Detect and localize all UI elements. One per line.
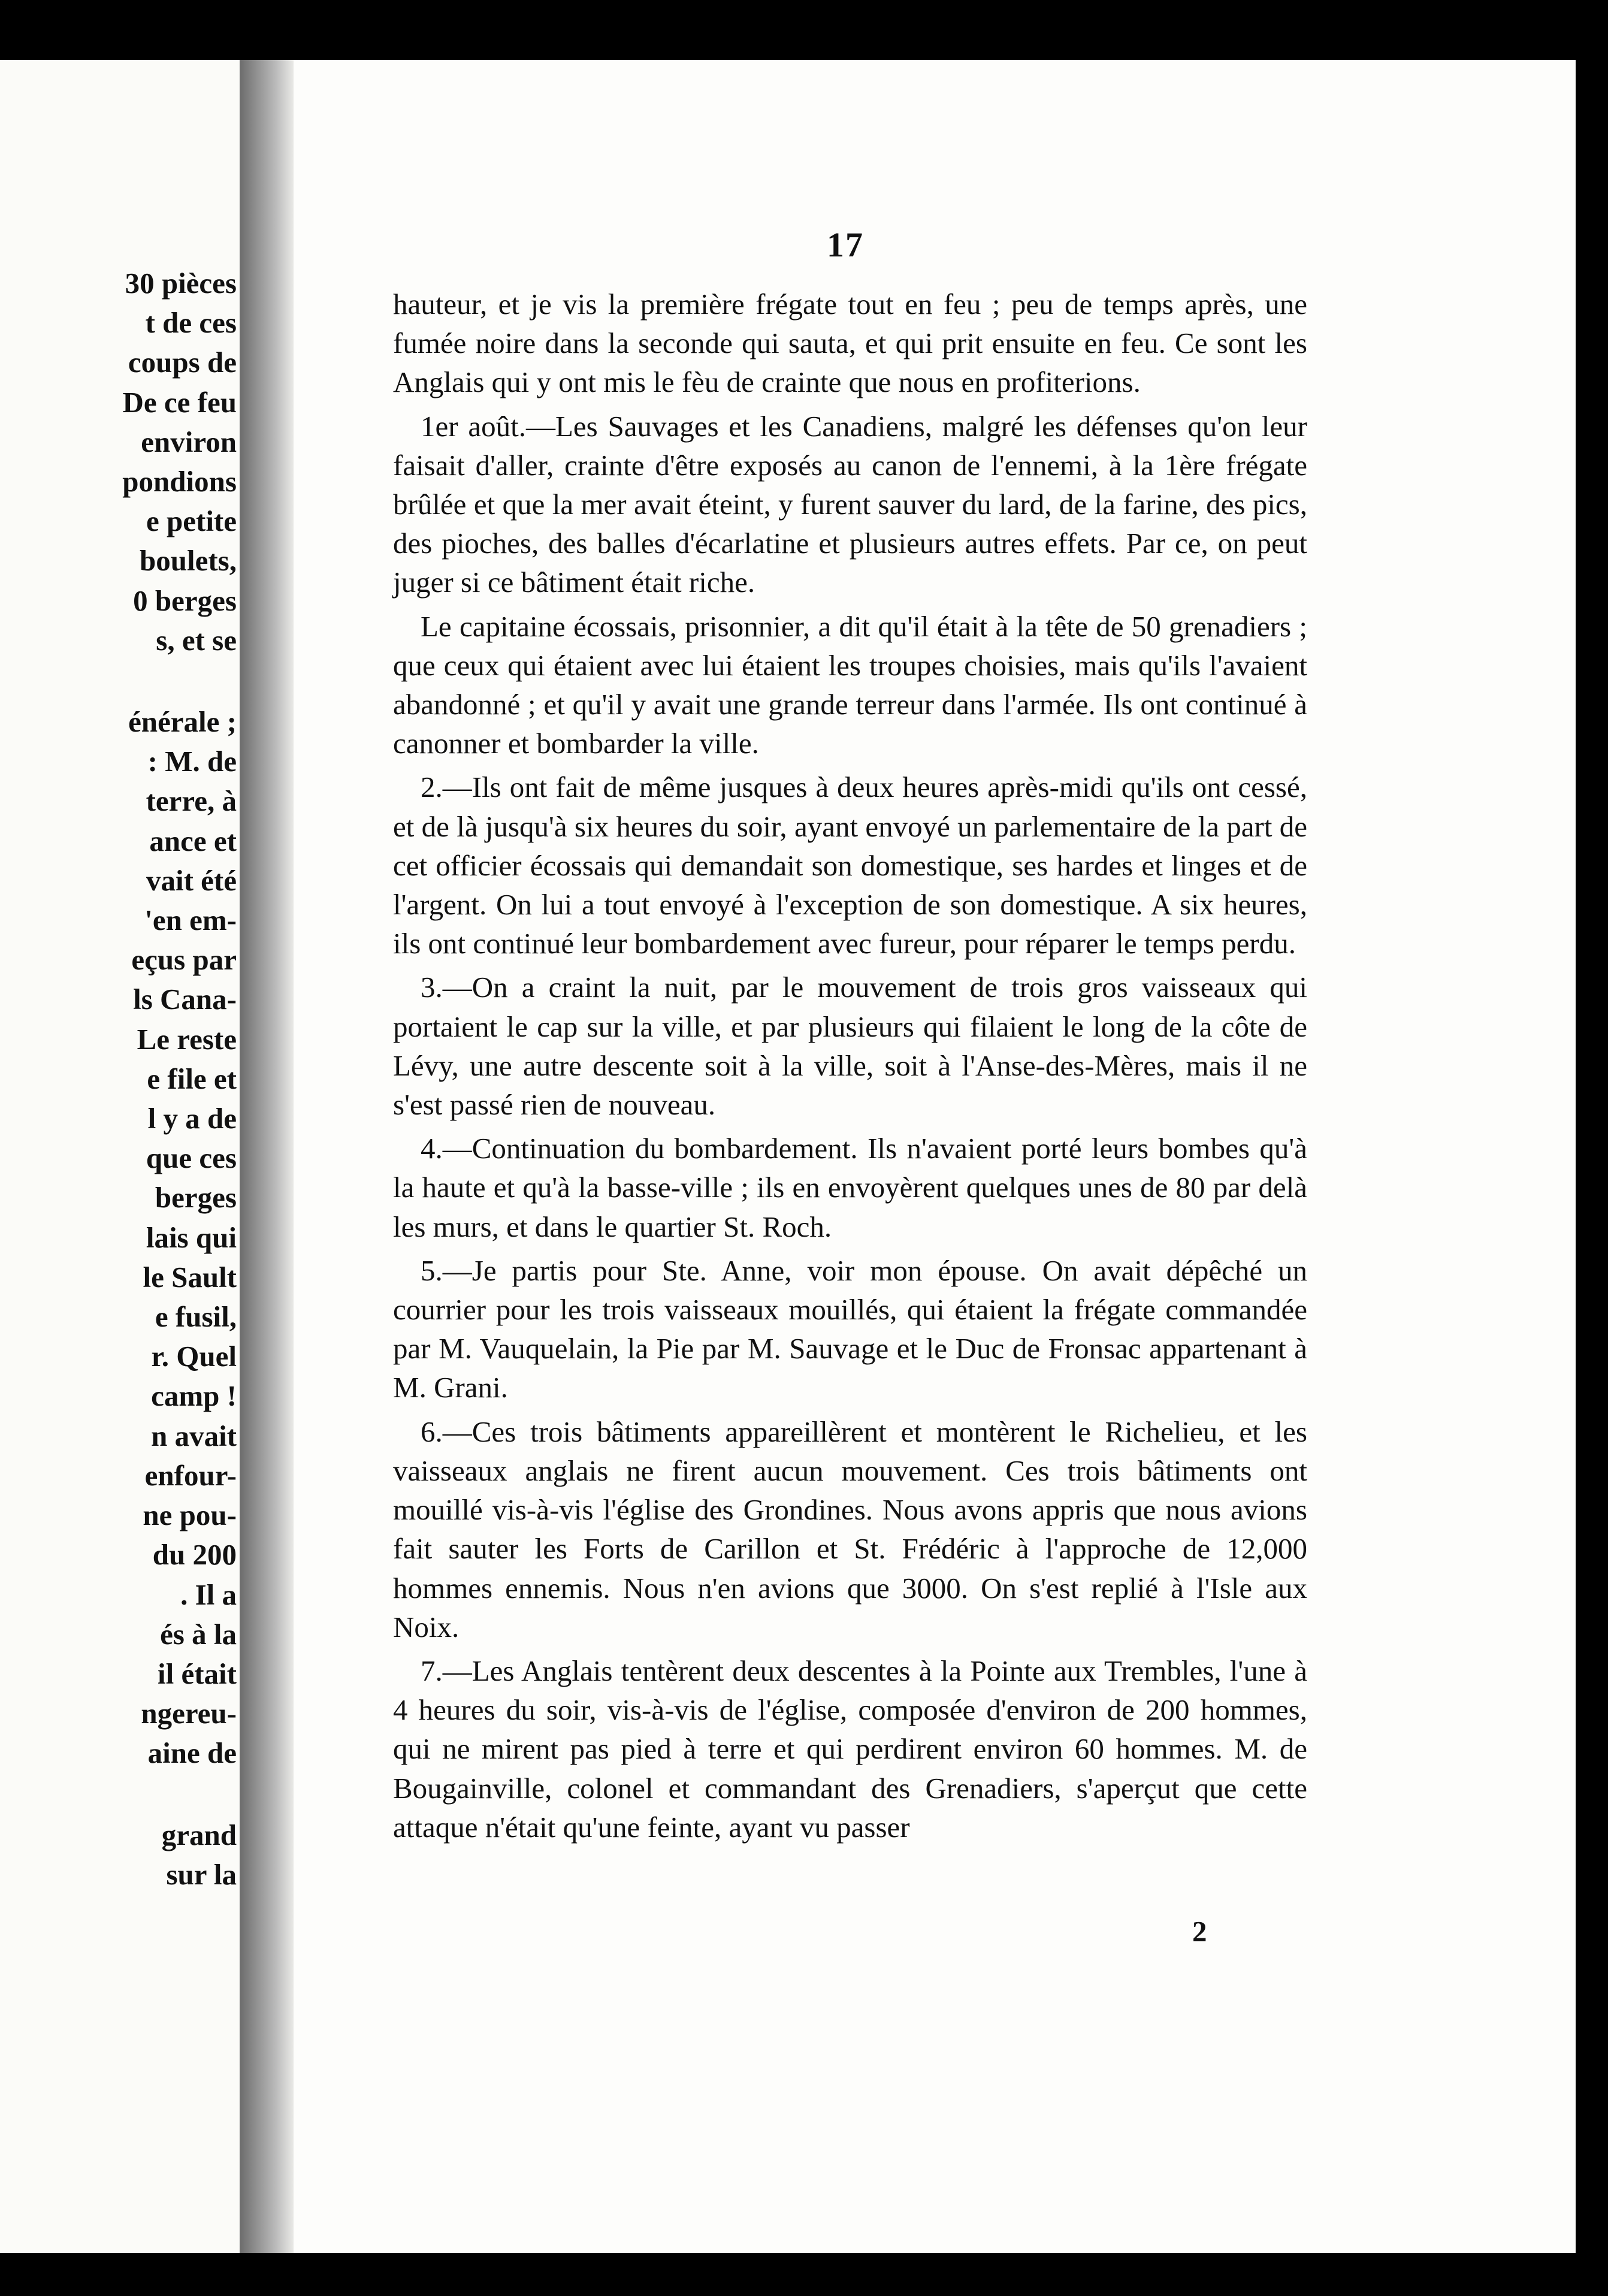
left-page-text-fragments xyxy=(0,264,237,1895)
left-page-line: lais qui xyxy=(146,1220,237,1254)
paragraph: 7.—Les Anglais tentèrent deux descentes à la Pointe aux Trembles, l'une à 4 heures du soir, vis-à-vis de l'église, composée d'environ de 200 hommes, qui ne mirent pas pied à terre et qui perdirent environ 60 hommes. M. de Bougainville, colonel et commandant des Grenadiers, s'aperçut que cette attaque n'était qu'une feinte, ayant vu passer xyxy=(393,1654,1307,1844)
left-page-line: coups de xyxy=(128,346,237,379)
left-page-line: du 200 xyxy=(152,1538,237,1572)
left-page-line: ls Cana- xyxy=(133,983,237,1016)
left-page-line: n avait xyxy=(151,1419,237,1452)
left-page-line: environ xyxy=(141,425,237,458)
left-page-line: berges xyxy=(155,1181,237,1215)
left-page-line: Le reste xyxy=(137,1022,237,1056)
left-page-line: ance et xyxy=(149,824,237,857)
left-page-line: e petite xyxy=(146,504,237,538)
left-page-line: boulets, xyxy=(139,544,237,578)
paragraph: 3.—On a craint la nuit, par le mouvement de trois gros vaisseaux qui portaient le cap sur la ville, et par plusieurs qui filaient le long de la côte de Lévy, une autre descente soit à la ville, soit à l'Anse-des-Mères, mais il ne s'est passé rien de nouveau. xyxy=(393,971,1307,1122)
page-gutter-shadow xyxy=(240,60,294,2253)
left-page-line: énérale ; xyxy=(128,705,237,739)
left-page-line: ne pou- xyxy=(143,1499,237,1532)
line-gap xyxy=(0,660,237,702)
left-page-line: enfour- xyxy=(144,1458,237,1492)
left-page-line: e fusil, xyxy=(155,1300,237,1334)
left-page-line: De ce feu xyxy=(122,385,237,419)
paragraph: hauteur, et je vis la première frégate tout en feu ; peu de temps après, une fumée noire dans la seconde qui sauta, et qui prit ensuite en feu. Ce sont les Anglais qui y ont mis le fèu de crainte que nous en profiterions. xyxy=(393,288,1307,399)
left-page-line: aine de xyxy=(147,1736,237,1770)
left-page-line: que ces xyxy=(146,1141,237,1175)
left-page-line: il était xyxy=(158,1657,237,1690)
left-page-line: le Sault xyxy=(143,1260,237,1294)
left-page-line: 'en em- xyxy=(144,904,237,937)
left-facing-page xyxy=(0,60,240,2253)
left-page-line: camp ! xyxy=(151,1379,237,1413)
paragraph: 5.—Je partis pour Ste. Anne, voir mon épouse. On avait dépêché un courrier pour les trois vaisseaux mouillés, qui étaient la frégate commandée par M. Vauquelain, la Pie par M. Sauvage et le Duc de Fronsac appartenant à M. Grani. xyxy=(393,1253,1307,1404)
left-page-line: l y a de xyxy=(147,1102,237,1135)
left-page-line: r. Quel xyxy=(151,1340,237,1373)
paragraph: Le capitaine écossais, prisonnier, a dit qu'il était à la tête de 50 grenadiers ; que ceux qui étaient avec lui étaient les troupes choisies, mais qu'ils l'avaient abandonné ; et qu'il y avait une grande terreur dans l'armée. Ils ont continué à canonner et bombarder la ville. xyxy=(393,609,1307,760)
left-page-line: sur la xyxy=(166,1857,237,1891)
left-page-line: 0 berges xyxy=(133,584,237,617)
page-body-text xyxy=(393,285,1307,1847)
left-page-line: grand xyxy=(161,1818,237,1851)
paragraph: 6.—Ces trois bâtiments appareillèrent et montèrent le Richelieu, et les vaisseaux anglais ne firent aucun mouvement. Ces trois bâtiments ont mouillé vis-à-vis l'église des Grondines. Nous avons appris que nous avions fait sauter les Forts de Carillon et St. Frédéric à l'approche de 12,000 hommes ennemis. Nous n'en avions que 3000. On s'est replié à l'Isle aux Noix. xyxy=(393,1415,1307,1644)
left-page-line: pondions xyxy=(122,465,237,499)
line-gap xyxy=(0,1774,237,1815)
left-page-line: eçus par xyxy=(131,943,237,977)
left-page-line: ngereu- xyxy=(141,1697,237,1730)
left-page-line: e file et xyxy=(147,1062,237,1095)
paragraph: 1er août.—Les Sauvages et les Canadiens, malgré les défenses qu'on leur faisait d'aller, crainte d'être exposés au canon de l'ennemi, à la 1ère frégate brûlée et que la mer avait éteint, y furent sauver du lard, de la farine, des pics, des pioches, des balles d'écarlatine et plusieurs autres effets. Par ce, on peut juger si ce bâtiment était riche. xyxy=(393,409,1307,599)
left-page-line: és à la xyxy=(160,1617,237,1651)
left-page-line: s, et se xyxy=(156,623,237,657)
left-page-line: 30 pièces xyxy=(125,267,237,300)
left-page-line: . Il a xyxy=(180,1578,237,1611)
left-page-line: vait été xyxy=(146,863,237,897)
paragraph: 4.—Continuation du bombardement. Ils n'avaient porté leurs bombes qu'à la haute et qu'à la basse-ville ; ils en envoyèrent quelques unes de 80 par delà les murs, et dans le quartier St. Roch. xyxy=(393,1132,1307,1243)
left-page-line: : M. de xyxy=(147,745,237,778)
sheet-signature-number: 2 xyxy=(1192,1915,1207,1948)
page-number: 17 xyxy=(827,225,864,264)
left-page-line: t de ces xyxy=(145,306,237,340)
paragraph: 2.—Ils ont fait de même jusques à deux heures après-midi qu'ils ont cessé, et de là jusqu'à six heures du soir, ayant envoyé un parlementaire de la part de cet officier écossais qui demandait son domestique, ses hardes et linges et de l'argent. On lui a tout envoyé à l'exception de son domestique. A six heures, ils ont continué leur bombardement avec fureur, pour réparer le temps perdu. xyxy=(393,771,1307,960)
left-page-line: terre, à xyxy=(146,784,237,818)
